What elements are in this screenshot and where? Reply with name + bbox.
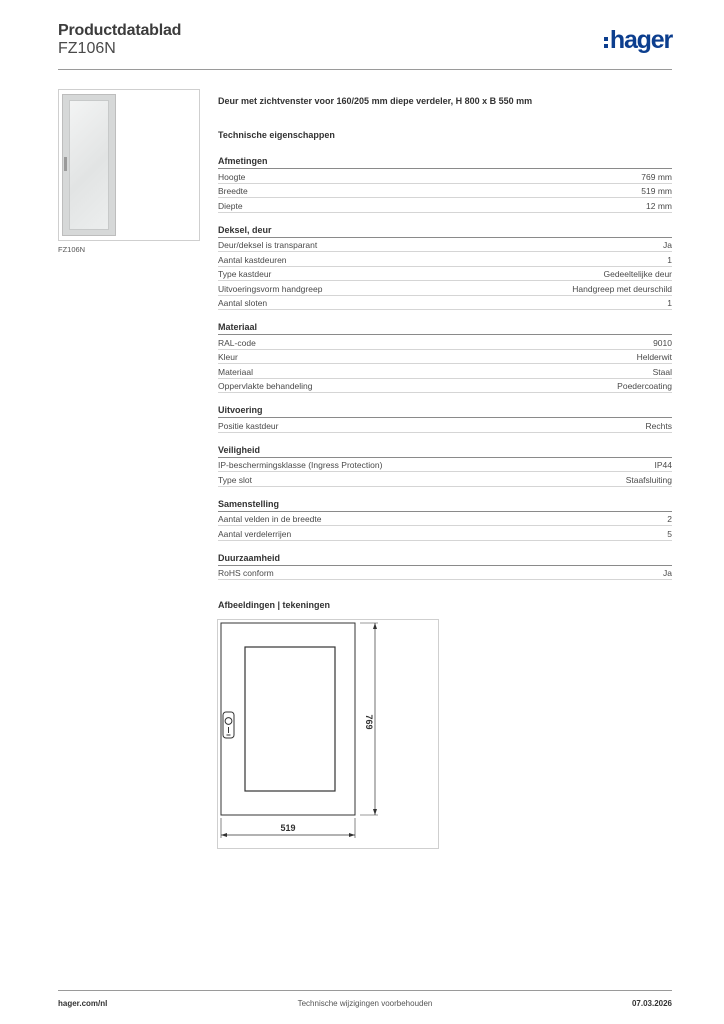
spec-value: 5 (667, 528, 672, 539)
spec-label: Aantal verdelerrijen (218, 528, 292, 539)
spec-label: RoHS conform (218, 568, 274, 578)
spec-value: Staal (652, 366, 672, 377)
spec-value: Ja (663, 568, 672, 578)
spec-label: Type kastdeur (218, 269, 272, 279)
spec-row (218, 335, 672, 350)
door-lock-icon (64, 157, 67, 171)
window-outline (245, 647, 335, 791)
section-title: Samenstelling (218, 499, 672, 512)
spec-section (218, 156, 672, 213)
spec-row (218, 526, 672, 541)
spec-value: Staafsluiting (625, 474, 672, 485)
spec-value: IP44 (654, 460, 672, 470)
spec-row (218, 472, 672, 487)
spec-label: RAL-code (218, 337, 256, 348)
spec-section (218, 225, 672, 311)
document-title: Productdatablad (58, 22, 182, 39)
spec-label: Aantal kastdeuren (218, 254, 287, 265)
handle-icon (223, 712, 234, 738)
spec-row (218, 238, 672, 253)
spec-value: Ja (663, 240, 672, 250)
spec-value: 519 mm (641, 186, 672, 196)
section-title: Uitvoering (218, 405, 672, 418)
product-code: FZ106N (58, 40, 116, 57)
spec-row (218, 267, 672, 282)
product-description: Deur met zichtvenster voor 160/205 mm diepe verdeler, H 800 x B 550 mm (218, 96, 533, 106)
spec-label: Positie kastdeur (218, 420, 279, 431)
section-title: Materiaal (218, 322, 672, 335)
spec-row (218, 184, 672, 199)
height-label: 769 (364, 714, 374, 730)
door-drawing-svg (218, 620, 438, 848)
section-title: Veiligheid (218, 445, 672, 458)
spec-label: Hoogte (218, 171, 246, 182)
page-header (58, 22, 672, 70)
spec-row (218, 350, 672, 365)
spec-row (218, 418, 672, 433)
spec-label: Deur/deksel is transparant (218, 240, 318, 250)
spec-label: Kleur (218, 352, 238, 362)
spec-section (218, 499, 672, 541)
photo-caption: FZ106N (58, 245, 86, 254)
spec-label: Breedte (218, 186, 248, 196)
spec-value: 2 (667, 514, 672, 524)
section-title: Deksel, deur (218, 225, 672, 238)
spec-row (218, 296, 672, 311)
product-photo (58, 89, 200, 241)
footer-website[interactable]: hager.com/nl (58, 999, 108, 1008)
width-label: 519 (280, 823, 296, 833)
spec-value: Handgreep met deurschild (572, 283, 672, 294)
spec-section (218, 322, 672, 393)
spec-value: Poedercoating (617, 381, 672, 391)
spec-value: 1 (667, 298, 672, 308)
spec-value: 1 (667, 254, 672, 265)
spec-row (218, 198, 672, 213)
spec-value: 12 mm (646, 200, 672, 211)
spec-label: Aantal velden in de breedte (218, 514, 322, 524)
door-glass (69, 100, 109, 230)
spec-label: Diepte (218, 200, 243, 211)
spec-row (218, 169, 672, 184)
drawings-title: Afbeeldingen | tekeningen (218, 600, 331, 610)
door-photo-icon (62, 94, 116, 236)
logo-text: hager (609, 26, 672, 54)
spec-row (218, 281, 672, 296)
spec-label: Type slot (218, 474, 253, 485)
spec-section (218, 553, 672, 581)
footer-date: 07.03.2026 (631, 999, 672, 1008)
spec-label: Uitvoeringsvorm handgreep (218, 283, 323, 294)
section-title: Afmetingen (218, 156, 672, 169)
spec-value: 9010 (653, 337, 672, 348)
footer-notice: Technische wijzigingen voorbehouden (297, 999, 433, 1008)
spec-label: Materiaal (218, 366, 253, 377)
spec-label: Aantal sloten (218, 298, 268, 308)
technical-drawing (217, 619, 439, 849)
hager-logo (604, 28, 672, 53)
section-title: Duurzaamheid (218, 553, 672, 566)
spec-row (218, 566, 672, 581)
tech-properties-title: Technische eigenschappen (218, 130, 335, 140)
spec-section (218, 445, 672, 487)
spec-value: Helderwit (636, 352, 672, 362)
spec-value: Rechts (645, 420, 672, 431)
spec-label: IP-beschermingsklasse (Ingress Protection) (218, 460, 383, 470)
logo-dots-icon (604, 37, 608, 48)
spec-row (218, 364, 672, 379)
spec-value: Gedeeltelijke deur (603, 269, 672, 279)
spec-row (218, 252, 672, 267)
spec-row (218, 379, 672, 394)
spec-content (218, 96, 672, 610)
spec-row (218, 458, 672, 473)
spec-label: Oppervlakte behandeling (218, 381, 313, 391)
spec-row (218, 512, 672, 527)
spec-sections (218, 156, 672, 580)
spec-value: 769 mm (641, 171, 672, 182)
page-footer (58, 990, 672, 1010)
spec-section (218, 405, 672, 433)
